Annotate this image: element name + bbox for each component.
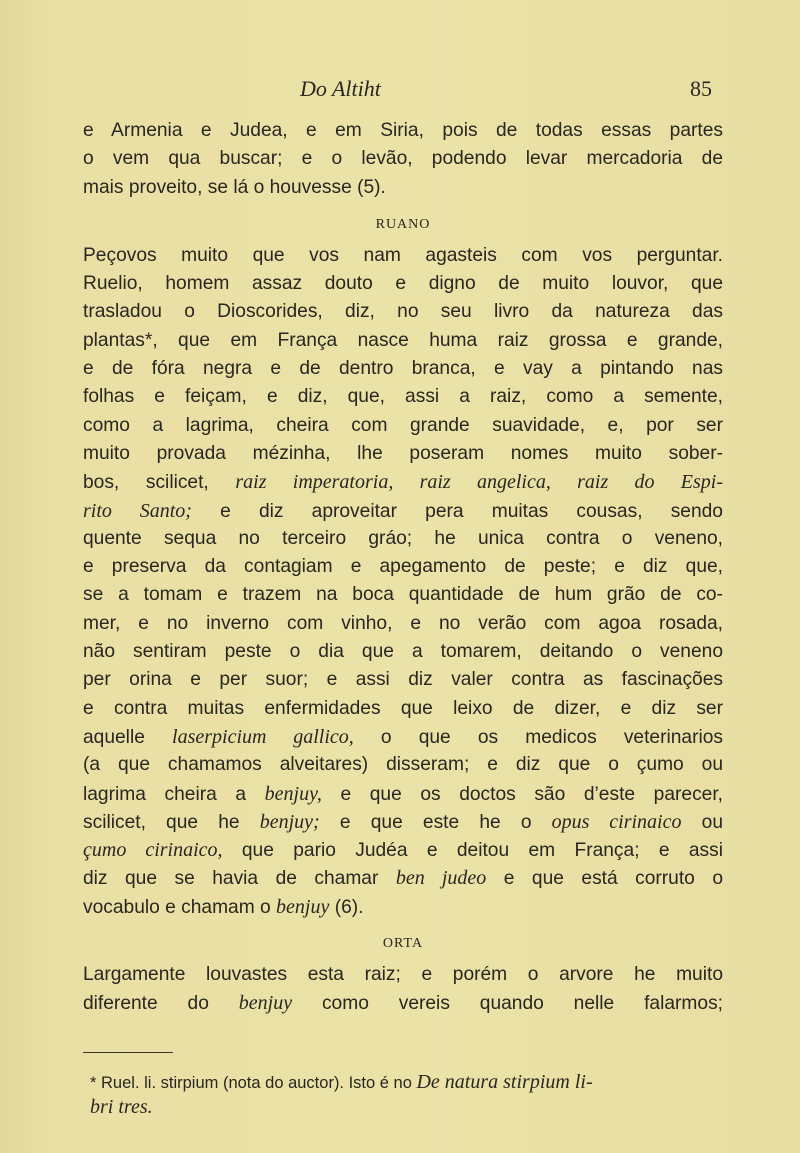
speaker-label-orta: ORTA — [382, 936, 424, 952]
text-line: o vem qua buscar; e o levão, podendo levar mercadoria de — [83, 148, 723, 170]
text-line — [83, 468, 723, 496]
italic-run: benjuy — [238, 992, 293, 1015]
italic-run: benjuy; — [259, 810, 320, 833]
footnote-italic: bri tres. — [90, 1096, 153, 1118]
italic-run: opus cirinaico — [551, 810, 682, 833]
text-run: que pario Judéa e deitou em França; e assi — [222, 840, 723, 862]
italic-run: raiz imperatoria, raiz angelica, raiz do Espi- — [235, 471, 723, 494]
text-run: ou — [681, 811, 723, 833]
text-line: trasladou o Dioscorides, diz, no seu livro da natureza das — [83, 301, 723, 323]
italic-run: laserpicium gallico, — [172, 725, 354, 748]
body-text — [83, 117, 723, 1018]
text-run: bos, scilicet, — [83, 472, 236, 494]
text-line: folhas e feiçam, e diz, que, assi a raiz, como a semente, — [83, 386, 723, 408]
text-line: e Armenia e Judea, e em Siria, pois de todas essas partes — [83, 120, 723, 141]
text-run: diferente do — [83, 993, 239, 1015]
text-run: como vereis quando nelle falarmos; — [292, 993, 723, 1015]
text-line — [83, 780, 723, 808]
text-run: o que os medicos veterinarios — [353, 726, 724, 748]
italic-run: benjuy, — [264, 782, 322, 805]
text-line — [83, 723, 723, 751]
text-line: mais proveito, se lá o houvesse (5). — [83, 176, 386, 198]
text-line — [83, 989, 723, 1017]
text-run: lagrima cheira a — [83, 783, 265, 805]
running-title: Do Altiht — [300, 76, 381, 101]
italic-run: ben judeo — [395, 867, 487, 890]
text-run: e que os doctos são d’este parecer, — [321, 783, 723, 805]
text-run: e diz aproveitar pera muitas cousas, sendo — [191, 500, 723, 522]
text-run: aquelle — [83, 726, 173, 748]
text-line — [83, 893, 723, 921]
text-line: mer, e no inverno com vinho, e no verão com agoa rosada, — [83, 612, 723, 634]
footnote-italic: De natura stirpium li- — [416, 1071, 593, 1093]
text-line: per orina e per suor; e assi diz valer contra as fascinações — [83, 669, 723, 691]
text-line: e de fóra negra e de dentro branca, e vay a pintando nas — [83, 358, 723, 380]
text-run: vocabulo e chamam o — [83, 896, 277, 918]
text-line: Ruelio, homem assaz douto e digno de muito louvor, que — [83, 273, 723, 295]
text-line: se a tomam e trazem na boca quantidade de hum grão de co- — [83, 584, 723, 606]
text-run: e que este he o — [319, 811, 552, 833]
text-line: e contra muitas enfermidades que leixo de dizer, e diz ser — [83, 697, 723, 719]
text-line: muito provada mézinha, lhe poseram nomes muito sober- — [83, 442, 723, 464]
italic-run: çumo cirinaico, — [83, 839, 223, 862]
text-line — [83, 836, 723, 864]
text-run: scilicet, que he — [83, 811, 260, 833]
text-run: (6). — [329, 896, 364, 918]
speaker-label-ruano: RUANO — [375, 216, 431, 232]
text-line: quente sequa no terceiro gráo; he unica contra o veneno, — [83, 527, 723, 549]
footnote-divider — [83, 1052, 173, 1053]
text-run: e que está corruto o — [486, 868, 724, 890]
italic-run: benjuy — [276, 895, 330, 918]
text-line — [83, 864, 723, 892]
text-line: (a que chamamos alveitares) disseram; e diz que o çumo ou — [83, 754, 723, 776]
text-line: Peçovos muito que vos nam agasteis com vos perguntar. — [83, 244, 723, 266]
text-line: não sentiram peste o dia que a tomarem, deitando o veneno — [83, 641, 723, 663]
text-line: plantas*, que em França nasce huma raiz grossa e grande, — [83, 329, 723, 351]
text-run: diz que se havia de chamar — [83, 868, 396, 890]
footnote-text: * Ruel. li. stirpium (nota do auctor). Isto é no — [90, 1074, 417, 1092]
text-line: Largamente louvastes esta raiz; e porém o arvore he muito — [83, 964, 723, 986]
text-line — [83, 808, 723, 836]
text-line: e preserva da contagiam e apegamento de peste; e diz que, — [83, 556, 723, 578]
page-number: 85 — [690, 76, 712, 101]
footnote — [90, 1070, 720, 1120]
text-line — [83, 497, 723, 525]
text-line: como a lagrima, cheira com grande suavidade, e, por ser — [83, 414, 723, 436]
italic-run: rito Santo; — [83, 499, 192, 522]
page-header — [0, 76, 800, 106]
